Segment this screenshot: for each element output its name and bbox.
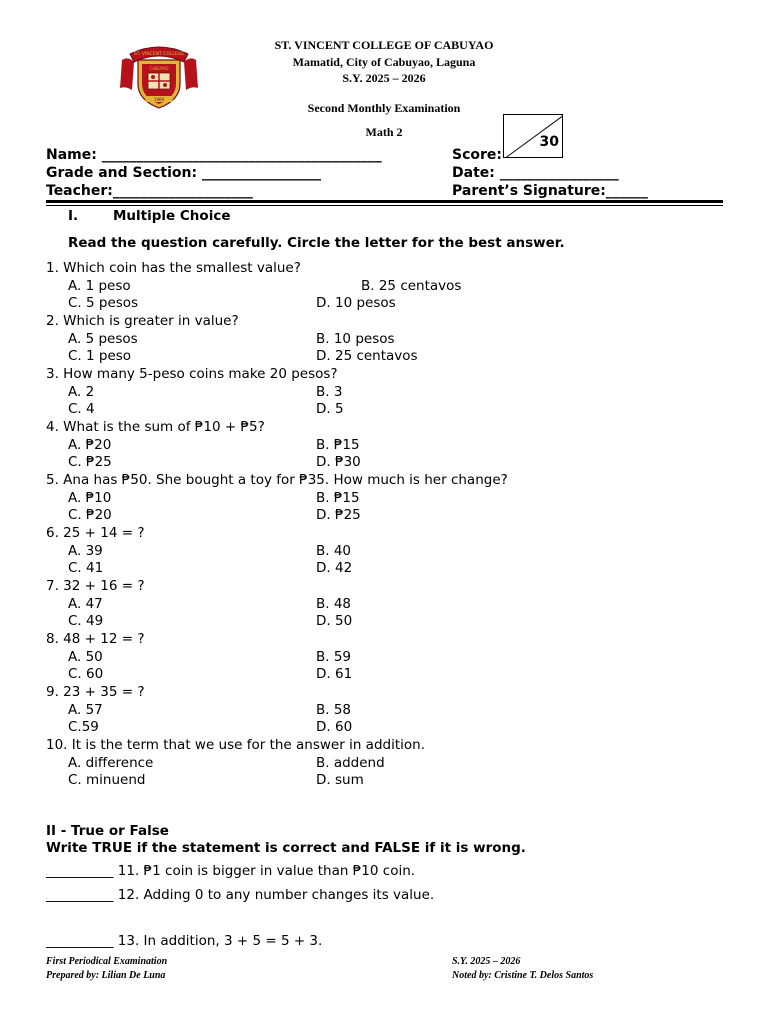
choice-b[interactable]: B. 59 xyxy=(316,648,352,665)
choice-b[interactable]: B. 40 xyxy=(316,542,352,559)
choice-b[interactable]: B. 25 centavos xyxy=(361,277,462,294)
choice-c[interactable]: C.59 xyxy=(68,719,99,735)
score-total: 30 xyxy=(539,134,559,150)
choice-d[interactable]: D. 10 pesos xyxy=(316,295,396,311)
choice-a[interactable]: A. 47 xyxy=(68,595,103,612)
choice-c[interactable]: C. ₱20 xyxy=(68,507,112,523)
choice-d[interactable]: D. 42 xyxy=(316,560,353,576)
question-text: 3. How many 5-peso coins make 20 pesos? xyxy=(46,366,338,382)
choice-a[interactable]: A. 57 xyxy=(68,701,103,718)
choice-d[interactable]: D. 25 centavos xyxy=(316,348,418,364)
score-label: Score: xyxy=(452,147,502,163)
question-text: 1. Which coin has the smallest value? xyxy=(46,260,301,276)
choice-c[interactable]: C. 5 pesos xyxy=(68,295,139,311)
choice-d[interactable]: D. 5 xyxy=(316,401,344,417)
footer-school-year: S.Y. 2025 – 2026 xyxy=(452,956,521,967)
choice-a[interactable]: A. 5 pesos xyxy=(68,330,138,347)
choice-c[interactable]: C. 4 xyxy=(68,401,95,417)
choice-c[interactable]: C. minuend xyxy=(68,772,146,788)
choice-d[interactable]: D. ₱30 xyxy=(316,454,361,470)
choice-c[interactable]: C. 49 xyxy=(68,613,104,629)
school-year: S.Y. 2025 – 2026 xyxy=(342,71,426,85)
choice-c[interactable]: C. 60 xyxy=(68,666,104,682)
header-rule-thin xyxy=(46,205,723,206)
choice-c[interactable]: C. 1 peso xyxy=(68,348,132,364)
part2-title: II - True or False xyxy=(46,823,169,839)
choice-b[interactable]: B. ₱15 xyxy=(316,436,360,453)
score-box xyxy=(503,114,563,158)
choice-d[interactable]: D. 50 xyxy=(316,613,353,629)
part1-numeral: I. xyxy=(68,208,79,224)
date-field[interactable]: Date: _________________ xyxy=(452,165,619,181)
logo-mid-text: CABUYAO xyxy=(149,66,169,71)
choice-a[interactable]: A. 39 xyxy=(68,542,103,559)
footer-noted-by: Noted by: Cristine T. Delos Santos xyxy=(452,970,594,981)
logo-top-text: ST. VINCENT COLLEGE xyxy=(133,52,185,57)
question-text: 7. 32 + 16 = ? xyxy=(46,578,145,594)
header-rule xyxy=(46,200,723,203)
part1-title: Multiple Choice xyxy=(113,208,231,224)
school-name: ST. VINCENT COLLEGE OF CABUYAO xyxy=(274,38,494,52)
teacher-field[interactable]: Teacher:____________________ xyxy=(46,183,253,199)
choice-c[interactable]: C. ₱25 xyxy=(68,454,112,470)
question-text: 2. Which is greater in value? xyxy=(46,313,239,329)
exam-title: Second Monthly Examination xyxy=(307,101,461,115)
subject-title: Math 2 xyxy=(365,125,403,139)
part2-instruction: Write TRUE if the statement is correct and FALSE if it is wrong. xyxy=(46,840,526,856)
choice-b[interactable]: B. 58 xyxy=(316,701,352,718)
footer-exam-name: First Periodical Examination xyxy=(46,956,168,967)
choice-d[interactable]: D. ₱25 xyxy=(316,507,361,523)
choice-a[interactable]: A. 1 peso xyxy=(68,277,131,294)
question-text: 8. 48 + 12 = ? xyxy=(46,631,145,647)
grade-section-field[interactable]: Grade and Section: _________________ xyxy=(46,165,321,181)
choice-d[interactable]: D. 60 xyxy=(316,719,353,735)
choice-b[interactable]: B. 48 xyxy=(316,595,352,612)
tf-item[interactable]: __________ 11. ₱1 coin is bigger in value than ₱10 coin. xyxy=(46,863,416,879)
question-text: 10. It is the term that we use for the answer in addition. xyxy=(46,737,425,753)
choice-a[interactable]: A. 50 xyxy=(68,648,103,665)
part1-instruction: Read the question carefully. Circle the letter for the best answer. xyxy=(68,235,565,251)
choice-b[interactable]: B. 3 xyxy=(316,383,343,400)
question-text: 9. 23 + 35 = ? xyxy=(46,684,145,700)
choice-d[interactable]: D. 61 xyxy=(316,666,353,682)
question-text: 5. Ana has ₱50. She bought a toy for ₱35. How much is her change? xyxy=(46,472,508,488)
tf-item[interactable]: __________ 12. Adding 0 to any number changes its value. xyxy=(46,887,435,903)
choice-c[interactable]: C. 41 xyxy=(68,560,104,576)
footer-prepared-by: Prepared by: Lilian De Luna xyxy=(46,970,166,981)
choice-a[interactable]: A. 2 xyxy=(68,383,95,400)
tf-item[interactable]: __________ 13. In addition, 3 + 5 = 5 + 3. xyxy=(46,933,323,949)
name-field[interactable]: Name: ________________________________________ xyxy=(46,147,382,163)
logo-year: 1969 xyxy=(153,97,165,102)
choice-b[interactable]: B. ₱15 xyxy=(316,489,360,506)
question-text: 6. 25 + 14 = ? xyxy=(46,525,145,541)
parent-signature-field[interactable]: Parent’s Signature:______ xyxy=(452,183,648,199)
choice-b[interactable]: B. 10 pesos xyxy=(316,330,395,347)
choice-d[interactable]: D. sum xyxy=(316,772,364,788)
choice-b[interactable]: B. addend xyxy=(316,754,385,771)
choice-a[interactable]: A. ₱20 xyxy=(68,436,112,453)
school-address: Mamatid, City of Cabuyao, Laguna xyxy=(292,55,476,69)
question-text: 4. What is the sum of ₱10 + ₱5? xyxy=(46,419,265,435)
choice-a[interactable]: A. ₱10 xyxy=(68,489,112,506)
choice-a[interactable]: A. difference xyxy=(68,754,154,771)
